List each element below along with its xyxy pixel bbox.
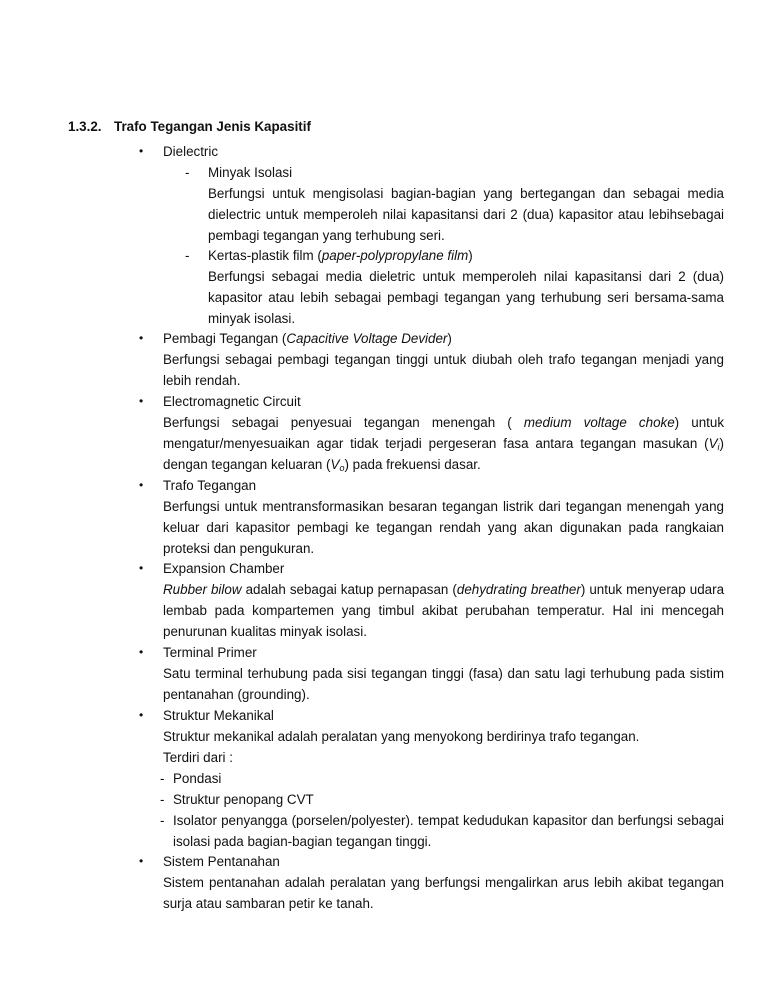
item-text: Berfungsi sebagai penyesuai tegangan menengah ( medium voltage choke) untuk mengatur/menyesuaikan agar tidak terjadi pergeseran fasa antara tegangan masukan $(V_i)$ dengan tegangan keluaran $(V_o)$ pada frekuensi dasar. (163, 415, 725, 473)
sub-item-text: Berfungsi sebagai media dieletric untuk memperoleh nilai kapasitansi dari 2 (dua) kapasitor atau lebih sebagai pembagi tegangan yang terhubung seri bersama-sama minyak isolasi. (208, 269, 724, 326)
item-title: Expansion Chamber (163, 561, 285, 576)
item-title: Terminal Primer (163, 645, 257, 660)
item-text: Struktur mekanikal adalah peralatan yang menyokong berdirinya trafo tegangan. (163, 729, 640, 744)
dash-icon: - (185, 165, 190, 180)
list-item: Isolator penyangga (porselen/polyester). tempat kedudukan kapasitor dan berfungsi sebagai isolasi pada bagian-bagian tegangan tinggi. (173, 813, 724, 849)
item-text: Rubber bilow adalah sebagai katup pernapasan (dehydrating breather) untuk menyerap udara lembab pada kompartemen yang timbul akibat perubahan temperatur. Hal ini mencegah penurunan kualitas minyak isolasi. (163, 582, 725, 639)
bullet-icon: • (139, 144, 144, 158)
item-text: Satu terminal terhubung pada sisi tegangan tinggi (fasa) dan satu lagi terhubung pada sistim pentanahan (grounding). (163, 666, 724, 702)
bullet-icon: • (139, 561, 144, 575)
dash-icon: - (160, 792, 165, 807)
bullet-icon: • (139, 708, 144, 722)
list-item: Struktur penopang CVT (173, 792, 314, 807)
item-text: Terdiri dari : (163, 750, 233, 765)
section-heading (68, 116, 311, 137)
item-title: Dielectric (163, 144, 219, 159)
item-text: Berfungsi untuk mentransformasikan besaran tegangan listrik dari tegangan menengah yang keluar dari kapasitor pembagi ke tegangan rendah yang akan digunakan pada rangkaian proteksi dan pengukuran. (163, 499, 724, 556)
sub-item-text: Berfungsi untuk mengisolasi bagian-bagian yang bertegangan dan sebagai media dielectric untuk memperoleh nilai kapasitansi dari 2 (dua) kapasitor atau lebihsebagai pembagi tegangan yang terhubung seri. (208, 186, 724, 243)
bullet-icon: • (139, 645, 144, 659)
section-number: 1.3.2. (68, 119, 102, 134)
dash-icon: - (160, 813, 165, 828)
item-title: Trafo Tegangan (163, 478, 257, 493)
bullet-icon: • (139, 331, 144, 345)
bullet-icon: • (139, 478, 144, 492)
list-item: Pondasi (173, 771, 222, 786)
dash-icon: - (160, 771, 165, 786)
sub-item-title: Kertas-plastik film (paper-polypropylane film) (208, 248, 473, 263)
bullet-icon: • (139, 854, 144, 868)
item-text: Berfungsi sebagai pembagi tegangan tinggi untuk diubah oleh trafo tegangan menjadi yang lebih rendah. (163, 352, 724, 388)
bullet-icon: • (139, 394, 144, 408)
item-title: Pembagi Tegangan (Capacitive Voltage Devider) (163, 331, 452, 346)
dash-icon: - (185, 248, 190, 263)
item-text: Sistem pentanahan adalah peralatan yang berfungsi mengalirkan arus lebih akibat tegangan surja atau sambaran petir ke tanah. (163, 875, 724, 911)
item-title: Struktur Mekanikal (163, 708, 274, 723)
section-title: Trafo Tegangan Jenis Kapasitif (114, 119, 311, 134)
sub-item-title: Minyak Isolasi (208, 165, 293, 180)
item-title: Electromagnetic Circuit (163, 394, 301, 409)
item-title: Sistem Pentanahan (163, 854, 280, 869)
